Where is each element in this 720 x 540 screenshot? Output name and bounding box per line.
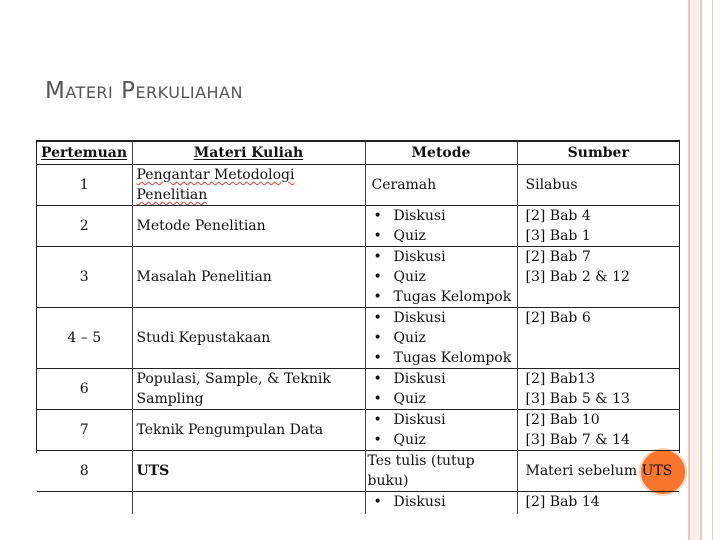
list-item: • Tugas Kelompok: [372, 287, 517, 307]
cell-sumber: [2] Bab 7 [3] Bab 2 & 12: [517, 247, 679, 308]
cell-no: 4 – 5: [37, 308, 132, 369]
table-row: [37, 369, 679, 410]
cell-sumber: [2] Bab 14: [517, 492, 679, 515]
cell-sumber: [2] Bab 6: [517, 308, 679, 369]
cell-sumber: Materi sebelum UTS: [517, 451, 679, 492]
cell-no: [37, 492, 132, 515]
table-row: [37, 492, 679, 515]
list-item: • Diskusi: [372, 369, 517, 389]
cell-metode: [365, 308, 517, 369]
cell-materi: Masalah Penelitian: [132, 247, 365, 308]
cell-no: 2: [37, 206, 132, 247]
slide-title: Materi Perkuliahan: [45, 78, 243, 104]
table-row: [37, 206, 679, 247]
table-row: [37, 410, 679, 451]
cell-sumber: [2] Bab13 [3] Bab 5 & 13: [517, 369, 679, 410]
cell-sumber: [2] Bab 4 [3] Bab 1: [517, 206, 679, 247]
metode-list: [372, 369, 517, 409]
cell-materi: Studi Kepustakaan: [132, 308, 365, 369]
cell-metode: [365, 410, 517, 451]
cell-materi: Teknik Pengumpulan Data: [132, 410, 365, 451]
cell-metode: [365, 247, 517, 308]
cell-no: 6: [37, 369, 132, 410]
list-item: • Diskusi: [372, 492, 517, 512]
header-pertemuan: Pertemuan: [37, 142, 132, 165]
slide-frame-line: [688, 0, 690, 540]
header-sumber: Sumber: [517, 142, 679, 165]
cell-metode: [365, 492, 517, 515]
table-header-row: [37, 142, 679, 165]
table-body: [37, 165, 679, 515]
table-row: [37, 247, 679, 308]
list-item: • Quiz: [372, 430, 517, 450]
metode-list: [372, 492, 517, 512]
cell-sumber: [2] Bab 10 [3] Bab 7 & 14: [517, 410, 679, 451]
list-item: • Diskusi: [372, 206, 517, 226]
metode-list: [372, 247, 517, 307]
cell-materi: UTS: [132, 451, 365, 492]
cell-metode: Tes tulis (tutup buku): [365, 451, 517, 492]
cell-no: 1: [37, 165, 132, 206]
cell-materi: Metode Penelitian: [132, 206, 365, 247]
cell-no: 7: [37, 410, 132, 451]
cell-materi: Pengantar Metodologi Penelitian: [132, 165, 365, 206]
list-item: • Diskusi: [372, 308, 517, 328]
list-item: • Tugas Kelompok: [372, 348, 517, 368]
metode-list: [372, 410, 517, 450]
cell-metode: Ceramah: [365, 165, 517, 206]
list-item: • Diskusi: [372, 247, 517, 267]
header-materi: Materi Kuliah: [132, 142, 365, 165]
table-row: [37, 451, 679, 492]
cell-sumber: Silabus: [517, 165, 679, 206]
table-row: [37, 165, 679, 206]
course-schedule-table: [36, 140, 680, 510]
slide-frame-line: [712, 0, 713, 540]
list-item: • Quiz: [372, 328, 517, 348]
schedule-table: [37, 141, 679, 514]
header-metode: Metode: [365, 142, 517, 165]
list-item: • Quiz: [372, 267, 517, 287]
table-row: [37, 308, 679, 369]
cell-no: 3: [37, 247, 132, 308]
cell-materi: [132, 492, 365, 515]
list-item: • Diskusi: [372, 410, 517, 430]
list-item: • Quiz: [372, 226, 517, 246]
metode-list: [372, 206, 517, 246]
cell-no: 8: [37, 451, 132, 492]
cell-materi: Populasi, Sample, & Teknik Sampling: [132, 369, 365, 410]
metode-list: [372, 308, 517, 368]
list-item: • Quiz: [372, 389, 517, 409]
slide-frame-band: [689, 0, 699, 540]
cell-metode: [365, 206, 517, 247]
cell-metode: [365, 369, 517, 410]
slide-frame-line: [700, 0, 702, 540]
